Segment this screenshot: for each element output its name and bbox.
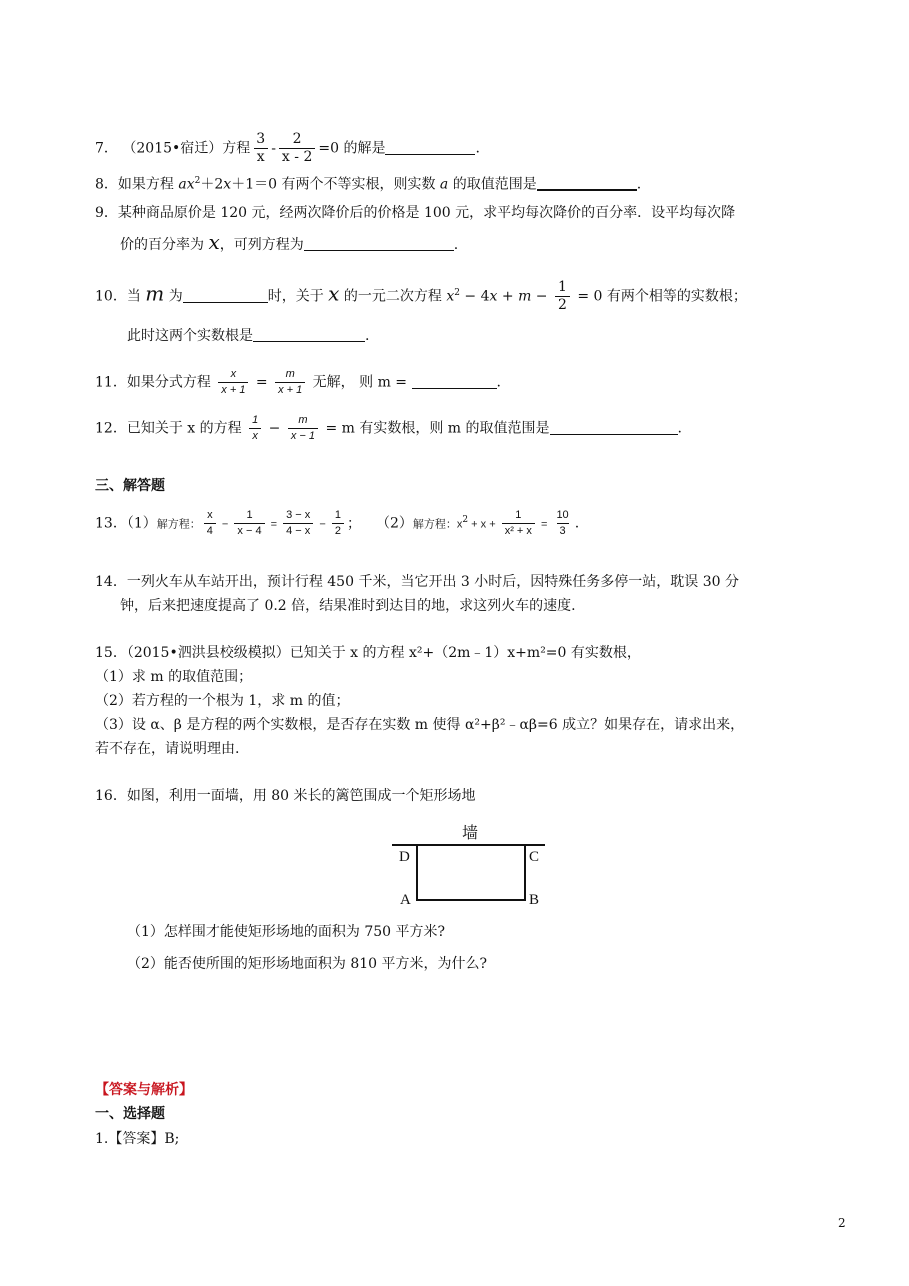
- fraction: $\frac{1}{x - 4}$: [234, 508, 264, 539]
- rectangle-field-diagram: [390, 818, 550, 910]
- fraction: $\frac{1}{2}$: [555, 279, 570, 314]
- fraction: $\frac{10}{3}$: [556, 509, 569, 537]
- question-10-line2: 此时这两个实数根是 .: [127, 328, 370, 344]
- answer-blank[interactable]: [304, 236, 454, 251]
- field-rectangle: [417, 845, 525, 900]
- wall-label: 墙: [462, 823, 479, 842]
- question-9: 9．某种商品原价是 120 元，经两次降价后的价格是 100 元，求平均每次降价的百分率．设平均每次降: [95, 205, 736, 221]
- question-13: 13．（1）解方程： $\frac{x}{4}$ − $\frac{1}{x - 4}$ = $\frac{3 - x}{4 - x}$ − $\frac{1}{2}$ ； （2）解方程：$x^2 + x$ + $\frac{1}{\text{x² + x}}$ = $\frac{10}{3}$ .: [95, 509, 580, 537]
- answers-title: 【答案与解析】: [95, 1082, 193, 1098]
- page-number: 2: [838, 1216, 846, 1230]
- question-16-part-1: （1）怎样围才能使矩形场地的面积为 750 平方米?: [127, 924, 446, 940]
- question-15-part-3-cont: 若不存在，请说明理由.: [95, 741, 240, 757]
- fraction: $\frac{1}{\text{x² + x}}$: [502, 508, 535, 539]
- question-9-line2: 价的百分率为 x，可列方程为 .: [120, 230, 459, 254]
- question-15-part-2: （2）若方程的一个根为 1，求 m 的值；: [95, 693, 350, 709]
- question-8: 8．如果方程 $ax^2+2x+1=0$ 有两个不等实根，则实数 a 的取值范围是 .: [95, 176, 642, 193]
- answers-section-1: 一、选择题: [95, 1106, 165, 1122]
- section-heading-3: 三、解答题: [95, 478, 165, 494]
- vertex-b: B: [529, 892, 540, 908]
- question-14: 14．一列火车从车站开出，预计行程 450 千米，当它开出 3 小时后，因特殊任务多停一站，耽误 30 分: [95, 574, 739, 590]
- question-11: 11．如果分式方程 $\frac{x}{x + 1}$ = $\frac{m}{x + 1}$ 无解， 则 m = .: [95, 368, 501, 396]
- fraction: $\frac{x}{x + 1}$: [218, 367, 248, 398]
- vertex-d: D: [399, 849, 410, 865]
- question-15-part-3: （3）设 α、β 是方程的两个实数根，是否存在实数 m 使得 α²+β²﹣αβ=6 成立？如果存在，请求出来，: [95, 717, 745, 733]
- fraction: $\frac{m}{x - 1}$: [288, 413, 318, 444]
- answer-blank[interactable]: [253, 327, 365, 342]
- question-16: 16．如图，利用一面墙，用 80 米长的篱笆围成一个矩形场地: [95, 788, 476, 804]
- question-10: 10．当 m 为 时，关于 x 的一元二次方程 $x^2 - 4x + m$ − $\frac{1}{2}$ = 0 有两个相等的实数根；: [95, 279, 747, 313]
- fraction: $\frac{3}{x}$: [253, 131, 268, 166]
- answer-blank[interactable]: [183, 288, 268, 303]
- question-12: 12．已知关于 x 的方程 $\frac{1}{x}$ − $\frac{m}{x - 1}$ = m 有实数根，则 m 的取值范围是 .: [95, 414, 682, 442]
- answer-blank[interactable]: [550, 420, 678, 435]
- answer-blank[interactable]: [385, 140, 475, 155]
- fraction: $\frac{2}{x - 2}$: [279, 131, 315, 166]
- fraction: $\frac{3 - x}{4 - x}$: [283, 508, 313, 539]
- vertex-a: A: [400, 892, 411, 908]
- answer-blank[interactable]: [537, 175, 637, 191]
- fraction: $\frac{m}{x + 1}$: [275, 367, 305, 398]
- question-15: 15．（2015•泗洪县校级模拟）已知关于 x 的方程 x²+（2m﹣1）x+m²=0 有实数根，: [95, 645, 641, 661]
- question-15-part-1: （1）求 m 的取值范围；: [95, 669, 253, 685]
- answer-blank[interactable]: [412, 374, 497, 389]
- question-14-line2: 钟，后来把速度提高了 0.2 倍，结果准时到达目的地，求这列火车的速度.: [120, 598, 576, 614]
- fraction: $\frac{1}{2}$: [332, 508, 344, 539]
- question-7: 7． （2015•宿迁）方程 $\frac{3}{x}$ - $\frac{2}{x - 2}$ =0 的解是 .: [95, 131, 480, 165]
- question-16-part-2: （2）能否使所围的矩形场地面积为 810 平方米，为什么?: [127, 956, 488, 972]
- fraction: $\frac{x}{4}$: [204, 508, 216, 539]
- fraction: $\frac{1}{x}$: [249, 413, 261, 444]
- answer-1: 1.【答案】B;: [95, 1131, 180, 1147]
- vertex-c: C: [529, 849, 540, 865]
